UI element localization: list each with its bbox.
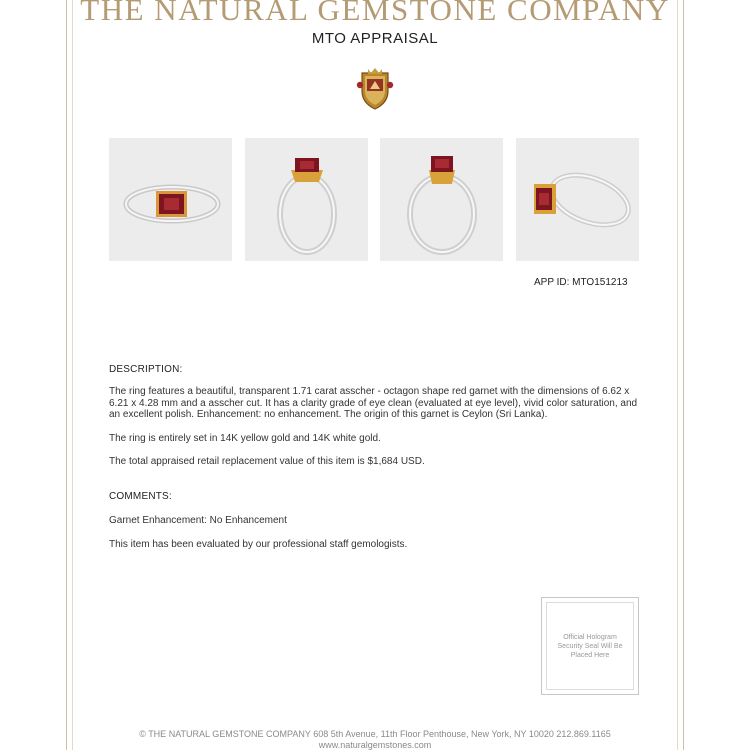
description-paragraph: The ring features a beautiful, transparent 1.71 carat asscher - octagon shape red garnet with the dimensions of 6.62 x 6.21 x 4.28 mm and a asscher cut. It has a clarity grade of eye clean (evaluated at eye level), vivid color saturation, and an excellent polish. Enhancement: no enhancement. The origin of this garnet is Ceylon (Sri Lanka). [109,386,638,420]
ring-photo-angle-view [516,138,639,261]
document-subtitle: MTO APPRAISAL [311,30,439,47]
enhancement-comment: Garnet Enhancement: No Enhancement [109,515,287,526]
seal-text: Official Hologram Security Seal Will Be Placed Here [557,633,623,659]
description-heading: DESCRIPTION: [109,364,183,375]
evaluation-comment: This item has been evaluated by our professional staff gemologists. [109,539,408,550]
metal-paragraph: The ring is entirely set in 14K yellow gold and 14K white gold. [109,433,381,444]
appraisal-id: APP ID: MTO151213 [534,277,628,288]
footer-website: www.naturalgemstones.com [318,740,432,750]
ring-photo-side-view [245,138,368,261]
company-name: THE NATURAL GEMSTONE COMPANY [80,0,670,27]
hologram-seal-placeholder [541,597,639,695]
footer-address: © THE NATURAL GEMSTONE COMPANY 608 5th Avenue, 11th Floor Penthouse, New York, NY 10020 212.869.1165 [139,729,611,739]
ring-photo-top-view [109,138,232,261]
value-paragraph: The total appraised retail replacement value of this item is $1,684 USD. [109,456,425,467]
ring-photo-front-view [380,138,503,261]
seal-inner-border [546,602,634,690]
comments-heading: COMMENTS: [109,491,172,502]
crest-logo-icon [356,67,394,111]
